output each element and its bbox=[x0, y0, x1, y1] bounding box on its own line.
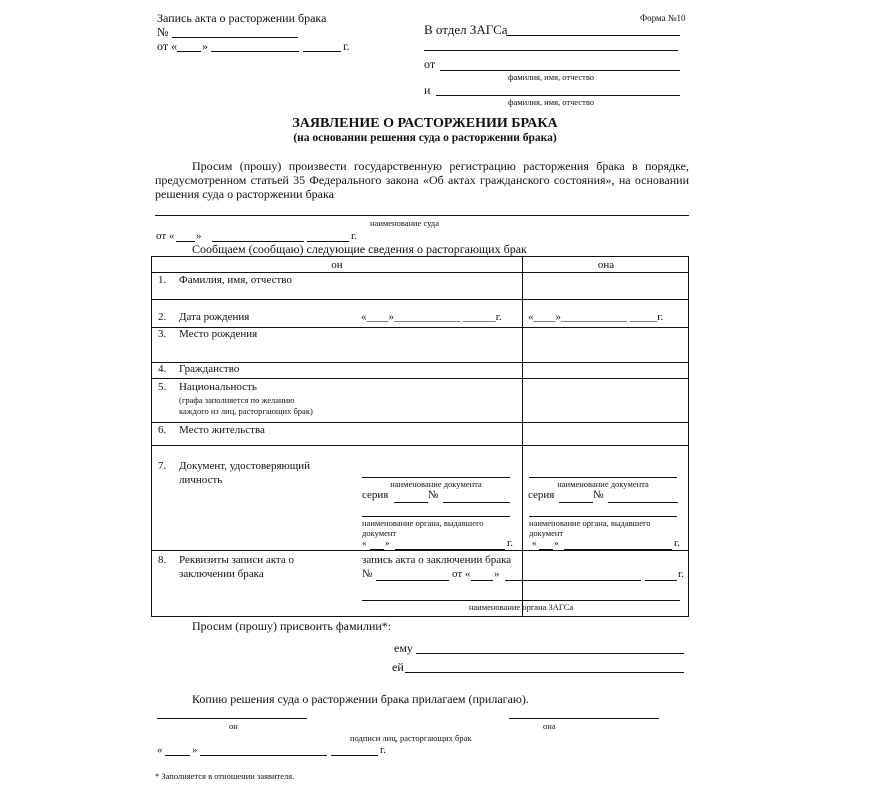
doc-date-he-day-field[interactable] bbox=[370, 549, 384, 550]
doc-name-she-caption: наименование документа bbox=[557, 479, 649, 489]
document-subtitle: (на основании решения суда о расторжении брака) bbox=[293, 132, 557, 144]
row-4-label: Гражданство bbox=[179, 363, 240, 375]
marriage-record-year-suffix: г. bbox=[678, 568, 685, 580]
marriage-zags-name-field[interactable] bbox=[362, 600, 680, 601]
doc-issuer-she-caption-1: наименование органа, выдавшего bbox=[529, 518, 651, 528]
row-2-number: 2. bbox=[158, 311, 167, 323]
sign-date-month-field[interactable] bbox=[200, 755, 327, 756]
row-6-number: 6. bbox=[158, 424, 167, 436]
marriage-record-year-field[interactable] bbox=[645, 580, 677, 581]
surname-him-label: ему bbox=[394, 641, 413, 655]
birth-date-he-field[interactable]: «____»____________ ______г. bbox=[361, 311, 502, 323]
row-5-note-2: каждого из лиц, расторгающих брак) bbox=[179, 406, 313, 416]
signature-she-field[interactable] bbox=[509, 718, 659, 719]
surname-him-field[interactable] bbox=[416, 653, 684, 654]
doc-date-she-open: « bbox=[532, 538, 537, 548]
doc-date-she-day-field[interactable] bbox=[539, 549, 553, 550]
sign-date-close: » bbox=[192, 744, 198, 756]
surname-her-label: ей bbox=[392, 660, 404, 674]
court-date-year-suffix: г. bbox=[351, 230, 358, 242]
doc-issuer-she-caption-2: документ bbox=[529, 528, 564, 538]
court-name-caption: наименование суда bbox=[370, 218, 439, 228]
doc-name-he-field[interactable] bbox=[362, 477, 510, 478]
signature-he-field[interactable] bbox=[157, 718, 307, 719]
doc-series-she-field[interactable] bbox=[559, 502, 593, 503]
row-3-number: 3. bbox=[158, 328, 167, 340]
row-6-label: Место жительства bbox=[179, 424, 265, 436]
doc-name-she-field[interactable] bbox=[529, 477, 677, 478]
doc-issuer-he-caption-1: наименование органа, выдавшего bbox=[362, 518, 484, 528]
doc-issuer-he-field[interactable] bbox=[362, 516, 510, 517]
doc-date-he-year-suffix: г. bbox=[507, 537, 514, 549]
row-1-label: Фамилия, имя, отчество bbox=[179, 274, 292, 286]
doc-date-he-close: » bbox=[385, 538, 390, 548]
row-2-label: Дата рождения bbox=[179, 311, 250, 323]
birth-date-she-field[interactable]: «____»____________ _____г. bbox=[528, 311, 664, 323]
court-name-field[interactable] bbox=[155, 215, 689, 216]
signature-he-caption: он bbox=[229, 721, 238, 731]
doc-number-he-field[interactable] bbox=[443, 502, 510, 503]
record-date-month-field[interactable] bbox=[211, 51, 299, 52]
doc-series-she-label: серия bbox=[528, 489, 555, 501]
record-date-year-suffix: г. bbox=[343, 39, 350, 53]
row-1-number: 1. bbox=[158, 274, 167, 286]
intro-line-3: решения суда о расторжении брака bbox=[155, 187, 334, 201]
court-date-close-quote: » bbox=[196, 230, 202, 242]
row-8-number: 8. bbox=[158, 554, 167, 566]
marriage-record-caption: запись акта о заключении брака bbox=[362, 554, 512, 566]
row-8-label-2: заключении брака bbox=[179, 568, 264, 580]
marriage-zags-name-caption: наименование органа ЗАГСа bbox=[468, 602, 574, 612]
row-7-number: 7. bbox=[158, 460, 167, 472]
zags-name-field-2[interactable] bbox=[424, 50, 678, 51]
applicant-and-label: и bbox=[424, 83, 431, 97]
form-number: Форма №10 bbox=[640, 13, 686, 23]
row-5-number: 5. bbox=[158, 381, 167, 393]
record-date-day-field[interactable] bbox=[177, 51, 201, 52]
signature-she-caption: она bbox=[543, 721, 556, 731]
intro-line-1: Просим (прошу) произвести государственную регистрацию расторжения брака в порядке, bbox=[192, 159, 689, 173]
marriage-record-month-field[interactable] bbox=[505, 580, 641, 581]
doc-number-he-label: № bbox=[428, 489, 439, 501]
sign-date-open: « bbox=[157, 744, 163, 756]
surname-her-field[interactable] bbox=[405, 672, 684, 673]
marriage-record-number-field[interactable] bbox=[376, 580, 449, 581]
doc-series-he-label: серия bbox=[362, 489, 389, 501]
doc-date-he-field[interactable] bbox=[395, 549, 505, 550]
court-date-from-label: от « bbox=[156, 230, 175, 242]
document-title: ЗАЯВЛЕНИЕ О РАСТОРЖЕНИИ БРАКА bbox=[292, 116, 558, 131]
marriage-record-close-quote: » bbox=[494, 568, 500, 580]
zags-to-label: В отдел ЗАГСа bbox=[424, 22, 508, 37]
doc-number-she-label: № bbox=[593, 489, 604, 501]
applicant2-fio-caption: фамилия, имя, отчество bbox=[508, 97, 595, 107]
doc-date-she-year-suffix: г. bbox=[674, 537, 681, 549]
marriage-record-number-label: № bbox=[362, 568, 373, 580]
row-5-note-1: (графа заполняется по желанию bbox=[179, 395, 295, 405]
info-intro-line: Сообщаем (сообщаю) следующие сведения о расторгающих брак bbox=[192, 242, 527, 256]
zags-name-field[interactable] bbox=[506, 35, 680, 36]
row-7-label: Документ, удостоверяющий bbox=[179, 460, 311, 472]
spouses-info-table bbox=[151, 256, 689, 617]
doc-date-she-field[interactable] bbox=[564, 549, 672, 550]
column-header-she: она bbox=[597, 259, 615, 271]
doc-name-he-caption: наименование документа bbox=[390, 479, 482, 489]
row-5-label: Национальность bbox=[179, 381, 257, 393]
marriage-record-day-field[interactable] bbox=[471, 580, 493, 581]
doc-date-she-close: » bbox=[554, 538, 559, 548]
intro-line-2: предусмотренном статьей 35 Федерального закона «Об актах гражданского состояния», на основании bbox=[155, 173, 689, 187]
doc-series-he-field[interactable] bbox=[394, 502, 428, 503]
applicant-from-label: от bbox=[424, 57, 436, 71]
marriage-record-from-label: от « bbox=[452, 568, 471, 580]
applicant1-fio-caption: фамилия, имя, отчество bbox=[508, 72, 595, 82]
column-divider bbox=[522, 257, 523, 616]
signatures-caption: подписи лиц, расторгающих брак bbox=[350, 733, 472, 743]
doc-issuer-she-field[interactable] bbox=[529, 516, 677, 517]
sign-date-year-suffix: г. bbox=[380, 744, 387, 756]
row-3-label: Место рождения bbox=[179, 328, 258, 340]
row-4-number: 4. bbox=[158, 363, 167, 375]
doc-number-she-field[interactable] bbox=[608, 502, 678, 503]
record-date-close-quote: » bbox=[202, 39, 208, 53]
sign-date-year-field[interactable] bbox=[331, 755, 378, 756]
row-7-label-2: личность bbox=[179, 474, 223, 486]
applicant2-fio-field[interactable] bbox=[436, 95, 680, 96]
sign-date-day-field[interactable] bbox=[165, 755, 190, 756]
attachment-statement: Копию решения суда о расторжении брака прилагаем (прилагаю). bbox=[192, 692, 529, 706]
surnames-request: Просим (прошу) присвоить фамилии*: bbox=[192, 619, 392, 633]
record-date-year-field[interactable] bbox=[303, 51, 341, 52]
column-header-he: он bbox=[331, 259, 343, 271]
record-number-field[interactable] bbox=[172, 37, 298, 38]
record-number-label: № bbox=[157, 25, 169, 39]
doc-issuer-he-caption-2: документ bbox=[362, 528, 397, 538]
doc-date-he-open: « bbox=[362, 538, 367, 548]
record-title: Запись акта о расторжении брака bbox=[157, 11, 327, 25]
footnote: * Заполняется в отношении заявителя. bbox=[155, 771, 295, 781]
applicant1-fio-field[interactable] bbox=[440, 70, 680, 71]
row-8-label: Реквизиты записи акта о bbox=[179, 554, 294, 566]
record-date-from-label: от « bbox=[157, 39, 178, 53]
